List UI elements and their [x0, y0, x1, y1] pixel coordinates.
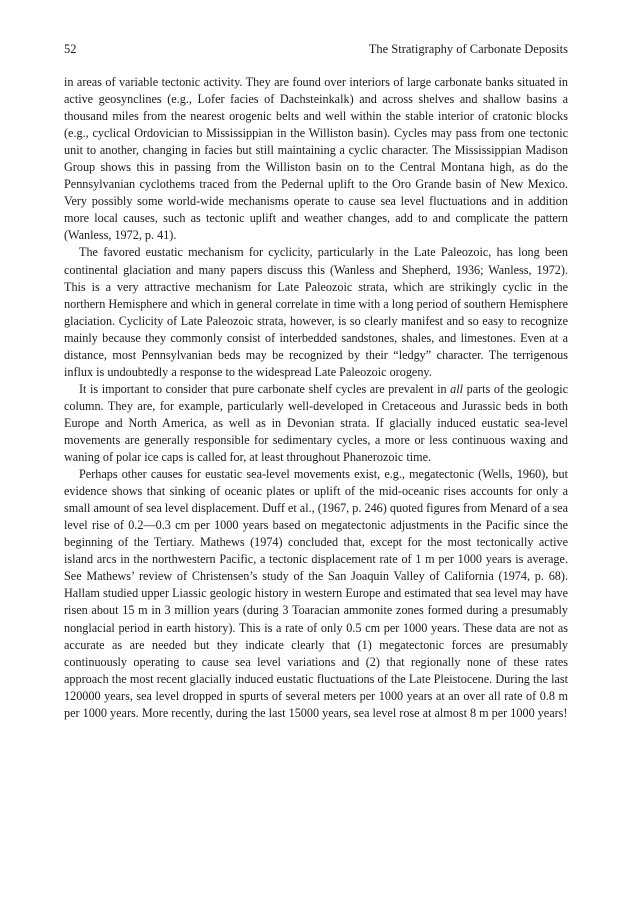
paragraph-text: It is important to consider that pure carbonate shelf cycles are prevalent in	[79, 381, 451, 396]
running-title: The Stratigraphy of Carbonate Deposits	[368, 42, 568, 56]
body-text	[64, 74, 568, 722]
paragraph-carbonate-cycles	[64, 381, 568, 466]
paragraph-continued: in areas of variable tectonic activity. They are found over interiors of large carbonate banks situated in active geosynclines (e.g., Lofer facies of Dachsteinkalk) and across shelves and shallow basins a thousand miles from the nearest orogenic belts and well within the stable interior of cratonic blocks (e.g., cyclical Ordovician to Mississippian in the Williston basin). Cycles may pass from one tectonic unit to another, changing in facies but still maintaining a cyclic character. The Mississippian Madison Group shows this in passing from the Williston basin on to the Central Montana high, as do the Pennsylvanian cyclothems traced from the Pedernal uplift to the Oro Grande basin of New Mexico. Very possibly some world-wide mechanisms operate to cause sea level fluctuations and in addition more local causes, such as tectonic uplift and weather changes, add to and complicate the pattern (Wanless, 1972, p. 41).	[64, 75, 568, 243]
paragraph-megatectonic: Perhaps other causes for eustatic sea-level movements exist, e.g., megatectonic (Wells, 1960), but evidence shows that sinking of oceanic plates or uplift of the mid-oceanic rises accounts for only a small amount of sea level displacement. Duff et al., (1967, p. 246) quoted figures from Menard of a sea level rise of 0.2—0.3 cm per 1000 years based on megatectonic adjustments in the Pacific since the beginning of the Tertiary. Mathews (1974) concluded that, except for the most tectonically active island arcs in the northwestern Pacific, a tectonic displacement rate of 1 m per 1000 years is average. See Mathews’ review of Christensen’s study of the San Joaquin Valley of California (1974, p. 68). Hallam studied upper Liassic geologic history in western Europe and estimated that sea level may have risen about 15 m in 3 million years (during 3 Toaracian ammonite zones formed during a presumably nonglacial period in earth history). This is a rate of only 0.5 cm per 1000 years. These data are not as accurate as are needed but they indicate clearly that (1) megatectonic forces are presumably continuously operating to cause sea level variations and (2) that regionally none of these rates approach the most recent glacially induced eustatic fluctuations of the Late Pleistocene. During the last 120000 years, sea level dropped in spurts of several meters per 1000 years at an over all rate of 0.8 m per 1000 years. More recently, during the last 15000 years, sea level rose at almost 8 m per 1000 years!	[64, 467, 568, 720]
book-page	[64, 41, 568, 722]
running-head	[64, 41, 568, 61]
paragraph-text: parts of the geologic column. They are, for example, particularly well-developed in Cretaceous and Jurassic beds in both Europe and North America, as well as in Devonian strata. If glacially induced eustatic sea-level movements are generally responsible for sedimentary cycles, a more or less continuous waxing and waning of polar ice caps is called for, at least throughout Phanerozoic time.	[64, 381, 568, 465]
page-number: 52	[64, 42, 77, 56]
emphasis-word: all	[450, 381, 464, 396]
paragraph-eustatic-mechanism: The favored eustatic mechanism for cyclicity, particularly in the Late Paleozoic, has long been continental glaciation and many papers discuss this (Wanless and Shepherd, 1936; Wanless, 1972). This is a very attractive mechanism for Late Paleozoic strata, which are strikingly cyclic in the northern Hemisphere and which in general correlate in time with a long period of southern Hemisphere glaciation. Cyclicity of Late Paleozoic strata, however, is so clearly manifest and so easy to recognize mainly because they commonly consist of interbedded sandstones, shales, and limestones. Even at a distance, most Pennsylvanian beds may be recognized by their “ledgy” character. The terrigenous influx is undoubtedly a response to the widespread Late Paleozoic orogeny.	[64, 245, 568, 379]
